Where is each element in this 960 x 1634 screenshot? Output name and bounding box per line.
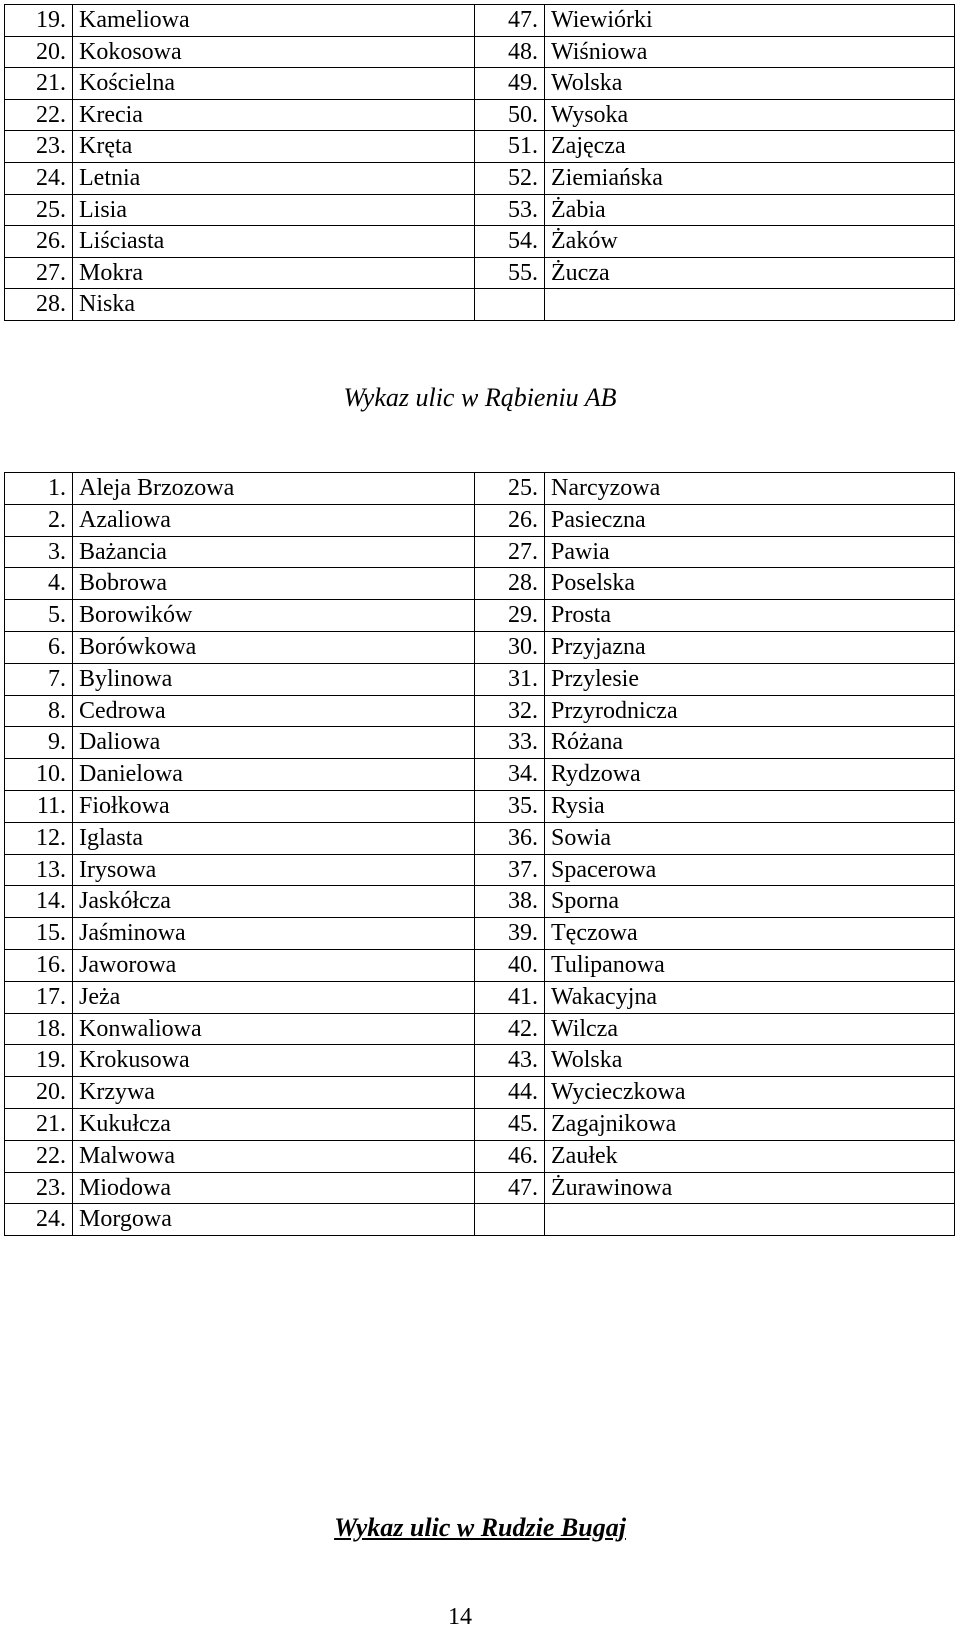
street-name: Kościelna	[73, 68, 475, 100]
street-name	[545, 289, 955, 321]
item-number: 30.	[475, 631, 545, 663]
street-name: Borowików	[73, 600, 475, 632]
street-table-continued	[4, 4, 955, 321]
item-number: 12.	[5, 822, 73, 854]
street-name: Letnia	[73, 162, 475, 194]
item-number: 32.	[475, 695, 545, 727]
item-number: 29.	[475, 600, 545, 632]
item-number: 39.	[475, 918, 545, 950]
item-number: 53.	[475, 194, 545, 226]
item-number: 28.	[475, 568, 545, 600]
item-number: 27.	[475, 536, 545, 568]
table-row	[5, 68, 955, 100]
item-number: 47.	[475, 1172, 545, 1204]
table-row	[5, 727, 955, 759]
item-number: 24.	[5, 162, 73, 194]
table-row	[5, 5, 955, 37]
item-number: 21.	[5, 1108, 73, 1140]
table-row	[5, 1140, 955, 1172]
street-name: Zaułek	[545, 1140, 955, 1172]
street-name: Tęczowa	[545, 918, 955, 950]
street-name: Miodowa	[73, 1172, 475, 1204]
street-name: Konwaliowa	[73, 1013, 475, 1045]
street-name: Kokosowa	[73, 36, 475, 68]
table-row	[5, 289, 955, 321]
table-row	[5, 663, 955, 695]
table-row	[5, 981, 955, 1013]
item-number: 14.	[5, 886, 73, 918]
street-name: Ziemiańska	[545, 162, 955, 194]
item-number: 52.	[475, 162, 545, 194]
item-number: 13.	[5, 854, 73, 886]
item-number: 23.	[5, 131, 73, 163]
item-number: 43.	[475, 1045, 545, 1077]
item-number: 11.	[5, 790, 73, 822]
section-heading-ruda-bugaj: Wykaz ulic w Rudzie Bugaj	[334, 1513, 626, 1542]
table-row	[5, 1204, 955, 1236]
street-name: Przyjazna	[545, 631, 955, 663]
street-name: Przyrodnicza	[545, 695, 955, 727]
table-row	[5, 695, 955, 727]
table-row	[5, 1172, 955, 1204]
item-number: 44.	[475, 1077, 545, 1109]
street-name: Wysoka	[545, 99, 955, 131]
item-number: 9.	[5, 727, 73, 759]
table-row	[5, 568, 955, 600]
street-name: Cedrowa	[73, 695, 475, 727]
street-name: Żaków	[545, 226, 955, 258]
table-row	[5, 1077, 955, 1109]
street-name: Bylinowa	[73, 663, 475, 695]
item-number: 16.	[5, 949, 73, 981]
street-name: Kukułcza	[73, 1108, 475, 1140]
table-row	[5, 36, 955, 68]
item-number: 33.	[475, 727, 545, 759]
item-number: 1.	[5, 473, 73, 505]
street-name: Azaliowa	[73, 504, 475, 536]
item-number: 41.	[475, 981, 545, 1013]
item-number: 38.	[475, 886, 545, 918]
street-name: Jeża	[73, 981, 475, 1013]
item-number: 21.	[5, 68, 73, 100]
street-name: Rysia	[545, 790, 955, 822]
street-name: Wilcza	[545, 1013, 955, 1045]
table-row	[5, 854, 955, 886]
item-number: 42.	[475, 1013, 545, 1045]
street-name: Irysowa	[73, 854, 475, 886]
table-row	[5, 473, 955, 505]
street-name: Spacerowa	[545, 854, 955, 886]
street-name: Wakacyjna	[545, 981, 955, 1013]
street-name: Rydzowa	[545, 759, 955, 791]
street-name: Żucza	[545, 257, 955, 289]
item-number: 25.	[475, 473, 545, 505]
street-name: Jaskółcza	[73, 886, 475, 918]
street-name: Narcyzowa	[545, 473, 955, 505]
item-number: 26.	[5, 226, 73, 258]
item-number: 31.	[475, 663, 545, 695]
street-table-rabien-ab	[4, 472, 955, 1236]
street-name: Pawia	[545, 536, 955, 568]
item-number: 34.	[475, 759, 545, 791]
item-number: 22.	[5, 99, 73, 131]
street-name: Danielowa	[73, 759, 475, 791]
street-name: Kameliowa	[73, 5, 475, 37]
item-number: 25.	[5, 194, 73, 226]
street-name: Bobrowa	[73, 568, 475, 600]
item-number: 24.	[5, 1204, 73, 1236]
street-name: Morgowa	[73, 1204, 475, 1236]
item-number	[475, 1204, 545, 1236]
table-row	[5, 194, 955, 226]
street-name: Tulipanowa	[545, 949, 955, 981]
item-number: 40.	[475, 949, 545, 981]
item-number: 19.	[5, 5, 73, 37]
street-name: Żabia	[545, 194, 955, 226]
street-name	[545, 1204, 955, 1236]
table-row	[5, 918, 955, 950]
street-name: Żurawinowa	[545, 1172, 955, 1204]
item-number: 45.	[475, 1108, 545, 1140]
street-name: Prosta	[545, 600, 955, 632]
street-name: Wiśniowa	[545, 36, 955, 68]
item-number: 27.	[5, 257, 73, 289]
table-row	[5, 131, 955, 163]
street-name: Wolska	[545, 1045, 955, 1077]
table-row	[5, 162, 955, 194]
street-name: Bażancia	[73, 536, 475, 568]
item-number: 4.	[5, 568, 73, 600]
item-number: 8.	[5, 695, 73, 727]
table-row	[5, 631, 955, 663]
item-number: 51.	[475, 131, 545, 163]
street-name: Lisia	[73, 194, 475, 226]
street-name: Przylesie	[545, 663, 955, 695]
item-number: 54.	[475, 226, 545, 258]
street-name: Różana	[545, 727, 955, 759]
item-number: 23.	[5, 1172, 73, 1204]
item-number: 22.	[5, 1140, 73, 1172]
street-name: Zagajnikowa	[545, 1108, 955, 1140]
street-name: Wolska	[545, 68, 955, 100]
item-number: 26.	[475, 504, 545, 536]
item-number: 10.	[5, 759, 73, 791]
table-row	[5, 790, 955, 822]
street-name: Krecia	[73, 99, 475, 131]
street-name: Jaśminowa	[73, 918, 475, 950]
item-number: 49.	[475, 68, 545, 100]
item-number: 6.	[5, 631, 73, 663]
street-name: Wycieczkowa	[545, 1077, 955, 1109]
street-name: Malwowa	[73, 1140, 475, 1172]
item-number: 5.	[5, 600, 73, 632]
table-row	[5, 504, 955, 536]
item-number: 2.	[5, 504, 73, 536]
item-number: 17.	[5, 981, 73, 1013]
item-number: 37.	[475, 854, 545, 886]
item-number: 55.	[475, 257, 545, 289]
table-row	[5, 759, 955, 791]
table-row	[5, 257, 955, 289]
table-row	[5, 1013, 955, 1045]
street-name: Sowia	[545, 822, 955, 854]
street-name: Krokusowa	[73, 1045, 475, 1077]
item-number: 47.	[475, 5, 545, 37]
street-name: Poselska	[545, 568, 955, 600]
item-number: 48.	[475, 36, 545, 68]
table-row	[5, 949, 955, 981]
item-number: 20.	[5, 36, 73, 68]
street-name: Borówkowa	[73, 631, 475, 663]
street-name: Mokra	[73, 257, 475, 289]
item-number: 50.	[475, 99, 545, 131]
page-number: 14	[448, 1604, 472, 1630]
section-heading-rabien-ab: Wykaz ulic w Rąbieniu AB	[343, 383, 617, 412]
item-number: 20.	[5, 1077, 73, 1109]
table-row	[5, 226, 955, 258]
table-row	[5, 536, 955, 568]
street-name: Wiewiórki	[545, 5, 955, 37]
street-name: Krzywa	[73, 1077, 475, 1109]
item-number: 3.	[5, 536, 73, 568]
table-row	[5, 886, 955, 918]
street-name: Iglasta	[73, 822, 475, 854]
street-name: Niska	[73, 289, 475, 321]
table-row	[5, 1108, 955, 1140]
street-name: Pasieczna	[545, 504, 955, 536]
street-name: Kręta	[73, 131, 475, 163]
street-name: Daliowa	[73, 727, 475, 759]
table-row	[5, 600, 955, 632]
item-number: 46.	[475, 1140, 545, 1172]
item-number: 15.	[5, 918, 73, 950]
item-number: 36.	[475, 822, 545, 854]
street-name: Fiołkowa	[73, 790, 475, 822]
item-number: 19.	[5, 1045, 73, 1077]
street-name: Liściasta	[73, 226, 475, 258]
item-number: 18.	[5, 1013, 73, 1045]
table-row	[5, 1045, 955, 1077]
street-name: Sporna	[545, 886, 955, 918]
street-name: Jaworowa	[73, 949, 475, 981]
item-number: 7.	[5, 663, 73, 695]
item-number	[475, 289, 545, 321]
street-name: Aleja Brzozowa	[73, 473, 475, 505]
street-name: Zajęcza	[545, 131, 955, 163]
item-number: 35.	[475, 790, 545, 822]
table-row	[5, 99, 955, 131]
table-row	[5, 822, 955, 854]
item-number: 28.	[5, 289, 73, 321]
